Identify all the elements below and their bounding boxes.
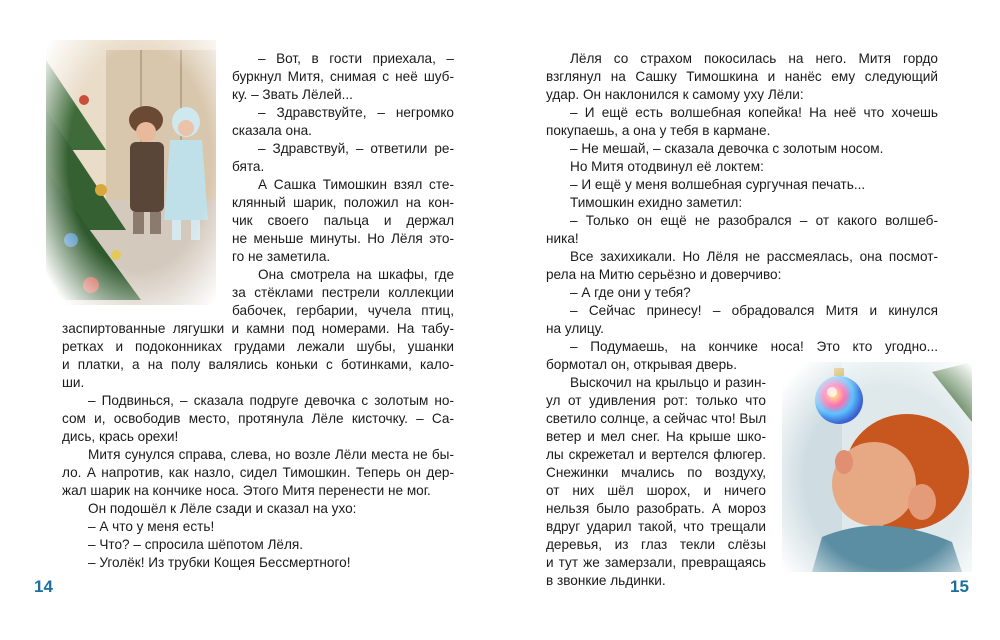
text-line: Лёля со страхом покосилась на него. Митя гордо xyxy=(570,51,938,66)
text-line: в звонкие льдинки. xyxy=(546,573,666,588)
text-line: сом и, освободив место, протянула Лёле кисточку. – Са- xyxy=(62,411,454,426)
text-line: деревья, из глаз текли слёзы xyxy=(546,537,766,552)
text-line: светило солнце, а сейчас что! Выл xyxy=(546,411,767,426)
tree-children-drawing xyxy=(46,40,216,305)
text-line: и платки, а на полу валялись коньки с ботинками, кало- xyxy=(62,357,454,372)
text-line: Она смотрела на шкафы, где xyxy=(258,267,454,282)
text-line: Выскочил на крыльцо и разин- xyxy=(570,375,766,390)
text-line: Снежинки мчались по воздуху, xyxy=(546,465,766,480)
text-line: клянный шарик, положил на кон- xyxy=(232,195,454,210)
text-line: – Что? – спросила шёпотом Лёля. xyxy=(88,537,304,552)
text-line: – А где они у тебя? xyxy=(570,285,691,300)
text-line: нельзя было разобрать. А мороз xyxy=(546,501,766,516)
text-line: ло. А напротив, как назло, сидел Тимошкин. Теперь он дер- xyxy=(62,465,454,480)
text-line: – Вот, в гости приехала, – xyxy=(258,51,454,66)
text-line: – Здравствуй, – ответили ре- xyxy=(258,141,454,156)
text-line: – Сейчас принесу! – обрадовался Митя и кинулся xyxy=(570,303,938,318)
text-line: рела на Митю серьёзно и доверчиво: xyxy=(546,267,782,282)
text-line: буркнул Митя, снимая с неё шуб- xyxy=(232,69,454,84)
text-line: удар. Он наклонился к самому уху Лёли: xyxy=(546,87,804,102)
text-line: за стёклами пестрели коллекции xyxy=(232,285,454,300)
text-line: Тимошкин ехидно заметил: xyxy=(570,195,743,210)
text-line: Но Митя отодвинул её локтем: xyxy=(570,159,764,174)
page-number-right: 15 xyxy=(950,577,969,596)
text-line: бабочек, гербарии, чучела птиц, xyxy=(232,303,454,318)
text-line: чик своего пальца и держал xyxy=(232,213,454,228)
text-line: ветер и мел снег. На крыше шко- xyxy=(546,429,766,444)
illustration-christmas-tree-children xyxy=(46,40,216,305)
text-line: и тут же замерзали, превращаясь xyxy=(546,555,766,570)
text-line: Он подошёл к Лёле сзади и сказал на ухо: xyxy=(88,501,357,516)
text-line: ул от удивления рот: только что xyxy=(546,393,766,408)
text-line: дись, крась орехи! xyxy=(62,429,179,444)
text-line: ши. xyxy=(62,375,85,390)
text-line: – Подумаешь, на кончике носа! Это кто угодно... xyxy=(570,339,938,354)
text-line: лы скрежетал и вертелся флюгер. xyxy=(546,447,766,462)
text-line: – И ещё есть волшебная копейка! На неё что хочешь xyxy=(570,105,938,120)
text-line: – Уголёк! Из трубки Кощея Бессмертного! xyxy=(88,555,351,570)
text-line: Все захихикали. Но Лёля не рассмеялась, она посмот- xyxy=(570,249,938,264)
text-line: А Сашка Тимошкин взял сте- xyxy=(258,177,454,192)
text-line: ку. – Звать Лёлей... xyxy=(232,87,353,102)
text-line: Митя сунулся справа, слева, но возле Лёли места не бы- xyxy=(88,447,454,462)
text-line: жал шарик на кончике носа. Этого Митя перенести не мог. xyxy=(62,483,431,498)
text-line: – Здравствуйте, – негромко xyxy=(258,105,454,120)
text-line: – Подвинься, – сказала подруге девочка с золотым но- xyxy=(88,393,454,408)
text-line: бормотал он, открывая дверь. xyxy=(546,357,737,372)
text-line: – Только он ещё не разобрался – от какого волшеб- xyxy=(570,213,938,228)
text-line: – А что у меня есть! xyxy=(88,519,215,534)
text-line: – Не мешай, – сказала девочка с золотым носом. xyxy=(570,141,884,156)
page-number-left: 14 xyxy=(34,577,53,596)
text-line: го не заметила. xyxy=(232,249,331,264)
text-line: бята. xyxy=(232,159,265,174)
boy-ornament-drawing xyxy=(782,362,972,572)
illustration-boy-with-ornament xyxy=(782,362,972,572)
text-line: заспиртованные лягушки и камни под номерами. На табу- xyxy=(62,321,454,336)
text-line: вдруг ударил такой, что трещали xyxy=(546,519,766,534)
text-line: взглянул на Сашку Тимошкина и нанёс ему следующий xyxy=(546,69,938,84)
text-line: ретках и подоконниках грудами лежали шубы, ушанки xyxy=(62,339,454,354)
text-line: на улицу. xyxy=(546,321,604,336)
right-page xyxy=(500,0,1000,640)
text-line: – И ещё у меня волшебная сургучная печать... xyxy=(570,177,866,192)
text-line: покупаешь, а она у тебя в кармане. xyxy=(546,123,771,138)
text-line: сказала она. xyxy=(232,123,312,138)
text-line: ника! xyxy=(546,231,579,246)
text-line: от них шёл шорох, и ничего xyxy=(546,483,766,498)
text-line: не меньше минуты. Но Лёля это- xyxy=(232,231,454,246)
